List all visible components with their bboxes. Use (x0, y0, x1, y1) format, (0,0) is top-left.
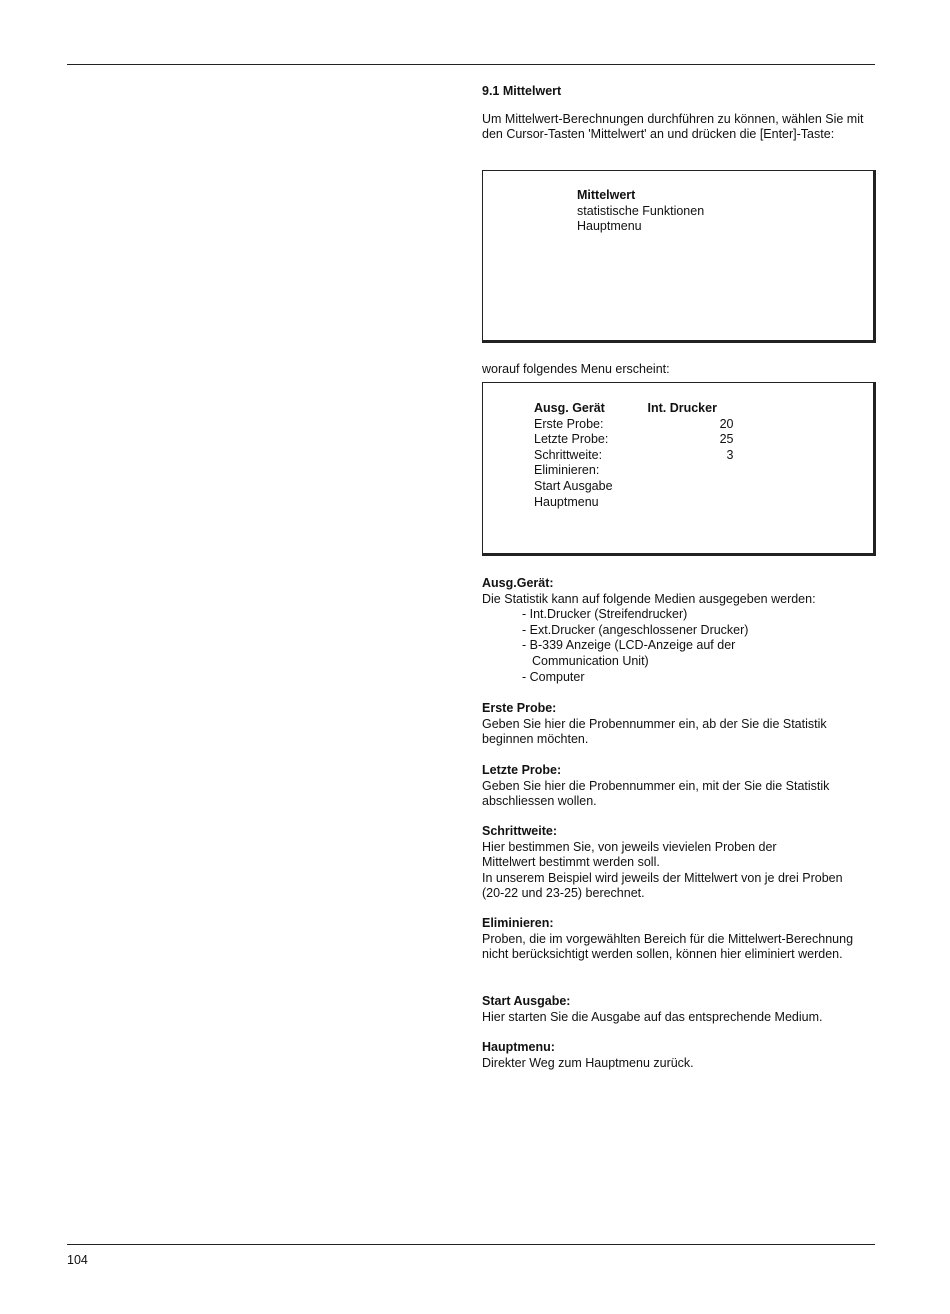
elim-section (482, 916, 882, 963)
schritt-section (482, 824, 882, 902)
erste-heading: Erste Probe: (482, 701, 557, 715)
output-row-value: 20 (719, 416, 734, 431)
start-section (482, 994, 882, 1025)
media-list (482, 607, 882, 685)
start-heading: Start Ausgabe: (482, 994, 571, 1008)
output-row[interactable] (534, 417, 733, 433)
ausg-text: Die Statistik kann auf folgende Medien ausgegeben werden: (482, 591, 816, 606)
output-row-label: Eliminieren: (534, 463, 600, 478)
list-item: - Computer (522, 669, 585, 684)
menu-item-hauptmenu[interactable]: Hauptmenu (577, 219, 642, 234)
output-device-label[interactable]: Ausg. Gerät (534, 401, 605, 415)
output-row[interactable] (534, 432, 733, 448)
list-item: - Ext.Drucker (angeschlossener Drucker) (522, 622, 749, 637)
output-header-row (534, 401, 733, 417)
menu-item-mittelwert[interactable]: Mittelwert (577, 188, 636, 202)
screen-output-menu (482, 382, 876, 556)
output-row[interactable] (534, 463, 733, 479)
section-intro (482, 84, 882, 143)
elim-text: Proben, die im vorgewählten Bereich für die Mittelwert-Berechnung nicht berücksichtigt werden sollen, können hier eliminiert werden. (482, 931, 854, 962)
output-row-label: Start Ausgabe (534, 478, 613, 493)
output-row-label: Hauptmenu (534, 494, 599, 509)
menu-item-statistische-funktionen[interactable]: statistische Funktionen (577, 203, 705, 218)
top-rule (67, 64, 875, 65)
letzte-section (482, 763, 882, 810)
haupt-heading: Hauptmenu: (482, 1040, 555, 1054)
schritt-text-2: In unserem Beispiel wird jeweils der Mittelwert von je drei Proben (20-22 und 23-25) berechnet. (482, 870, 843, 901)
output-row-label: Letzte Probe: (534, 432, 609, 447)
output-row[interactable] (534, 479, 733, 495)
elim-heading: Eliminieren: (482, 916, 554, 930)
between-text: worauf folgendes Menu erscheint: (482, 362, 670, 376)
section-heading: 9.1 Mittelwert (482, 84, 562, 98)
haupt-text: Direkter Weg zum Hauptmenu zurück. (482, 1055, 694, 1070)
intro-paragraph: Um Mittelwert-Berechnungen durchführen zu können, wählen Sie mit den Cursor-Tasten 'Mittelwert' an und drücken die [Enter]-Taste: (482, 111, 864, 142)
ausg-section (482, 576, 882, 685)
schritt-heading: Schrittweite: (482, 824, 558, 838)
output-device-value: Int. Drucker (647, 401, 717, 415)
output-row[interactable] (534, 448, 733, 464)
letzte-heading: Letzte Probe: (482, 763, 562, 777)
output-row-value: 3 (726, 447, 734, 462)
letzte-text: Geben Sie hier die Probennummer ein, mit der Sie die Statistik abschliessen wollen. (482, 778, 830, 809)
screen-main-menu (482, 170, 876, 343)
output-row-label: Erste Probe: (534, 416, 604, 431)
output-row[interactable] (534, 495, 733, 511)
output-row-value: 25 (719, 432, 734, 447)
output-row-label: Schrittweite: (534, 447, 603, 462)
haupt-section (482, 1040, 882, 1071)
ausg-heading: Ausg.Gerät: (482, 576, 554, 590)
list-item: - B-339 Anzeige (LCD-Anzeige auf der (522, 638, 736, 653)
list-item: - Int.Drucker (Streifendrucker) (522, 607, 688, 622)
list-item: Communication Unit) (532, 653, 649, 668)
start-text: Hier starten Sie die Ausgabe auf das entsprechende Medium. (482, 1009, 823, 1024)
erste-section (482, 701, 882, 748)
erste-text: Geben Sie hier die Probennummer ein, ab der Sie die Statistik beginnen möchten. (482, 716, 827, 747)
schritt-text-1: Hier bestimmen Sie, von jeweils vievielen Proben der Mittelwert bestimmt werden soll. (482, 839, 777, 870)
bottom-rule (67, 1244, 875, 1245)
page-number: 104 (67, 1253, 88, 1267)
